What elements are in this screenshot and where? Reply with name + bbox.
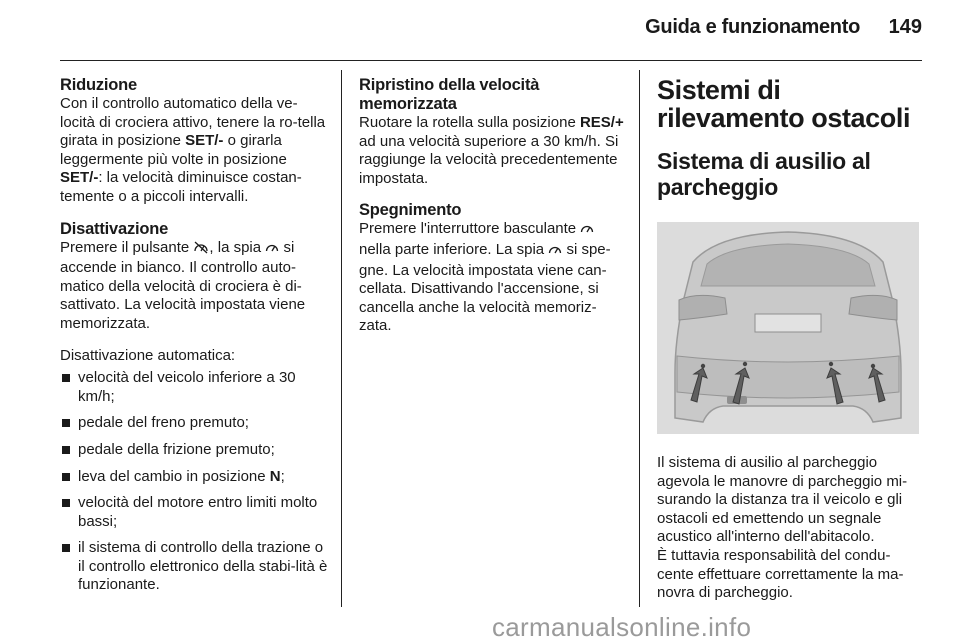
bullet-square-icon [62,446,70,454]
bold-term: SET/- [185,132,224,150]
cruise-lamp-icon [265,240,279,260]
list-item [60,369,330,406]
text: il sistema di controllo della trazione o il controllo elettronico della stabi-lità è funzionante. [78,539,328,594]
auto-deactivation-intro: Disattivazione automatica: [60,346,236,364]
section-title: Sistemi di rilevamento ostacoli [657,75,911,133]
paragraph-parking-responsibility: È tuttavia responsabilità del condu-cente effettuare correttamente la ma-novra di parcheggio. [657,546,904,602]
column-divider-left [341,70,342,607]
paragraph-ripristino [359,114,627,188]
heading-riduzione: Riduzione [60,76,138,94]
cruise-cancel-icon [193,240,209,260]
text: velocità del motore entro limiti molto bassi; [78,494,318,530]
watermark: carmanualsonline.info [492,612,752,642]
bold-term: RES/+ [579,114,624,131]
text: , la spia [209,238,266,256]
text: si accende in bianco. Il controllo auto-matico della velocità di crociera è di-sattivato. La velocità impostata viene memorizzata. [60,238,306,332]
column-3 [657,76,922,603]
heading-ripristino: Ripristino della velocità memorizzata [359,76,540,113]
bullet-square-icon [62,473,70,481]
column-1 [60,76,330,603]
cruise-lamp-icon [548,242,562,262]
parking-sensor-illustration [657,222,919,434]
cruise-switch-icon [580,221,594,241]
section-ripristino [359,76,627,188]
text: o girarla leggermente più volte in posizione [60,132,287,168]
text: Con il controllo automatico della ve-locità di crociera attivo, tenere la ro-tella girata in posizione [60,95,326,150]
list-item [60,494,330,531]
paragraph-spegnimento [359,220,627,336]
text: pedale della frizione premuto; [78,440,275,458]
text: : la velocità diminuisce costan-temente o a piccoli intervalli. [60,169,302,205]
bullet-square-icon [62,499,70,507]
paragraph-disattivazione [60,239,330,334]
text: Premere l'interruttore basculante [359,220,581,238]
bold-term: SET/- [60,169,99,187]
section-riduzione [60,76,330,207]
text: ad una velocità superiore a 30 km/h. Si raggiunge la velocità precedentemente impostata. [359,132,619,187]
subsection-title: Sistema di ausilio al parcheggio [657,148,871,200]
heading-spegnimento: Spegnimento [359,201,462,220]
page-number: 149 [888,16,922,38]
section-spegnimento [359,201,627,336]
column-2 [359,76,627,349]
bullet-square-icon [62,419,70,427]
running-header-title: Guida e funzionamento [645,16,860,38]
text: pedale del freno premuto; [78,414,249,432]
paragraph-riduzione [60,95,330,207]
text: leva del cambio in posizione [78,467,270,485]
heading-disattivazione: Disattivazione [60,219,169,238]
list-item [60,441,330,460]
list-item [60,539,330,595]
text: velocità del veicolo inferiore a 30 km/h; [78,369,296,405]
text: Ruotare la rotella sulla posizione [359,114,580,131]
bullet-square-icon [62,374,70,382]
bullet-square-icon [62,544,70,552]
text: si spe-gne. La velocità impostata viene can-cellata. Disattivando l'accensione, si cancella anche la velocità memoriz-zata. [359,240,611,335]
text: ; [280,467,285,485]
bold-term: N [269,467,281,485]
list-item [60,414,330,433]
list-item [60,468,330,487]
text: nella parte inferiore. La spia [359,240,549,258]
section-disattivazione [60,220,330,334]
paragraph-parking-aid: Il sistema di ausilio al parcheggio agevola le manovre di parcheggio mi-surando la distanza tra il veicolo e gli ostacoli ed emettendo un segnale acustico all'interno dell'abitacolo. [657,454,908,546]
auto-deactivation-list [60,369,330,595]
header-rule [60,60,922,61]
text: Premere il pulsante [60,238,194,256]
column-divider-right [639,70,640,607]
